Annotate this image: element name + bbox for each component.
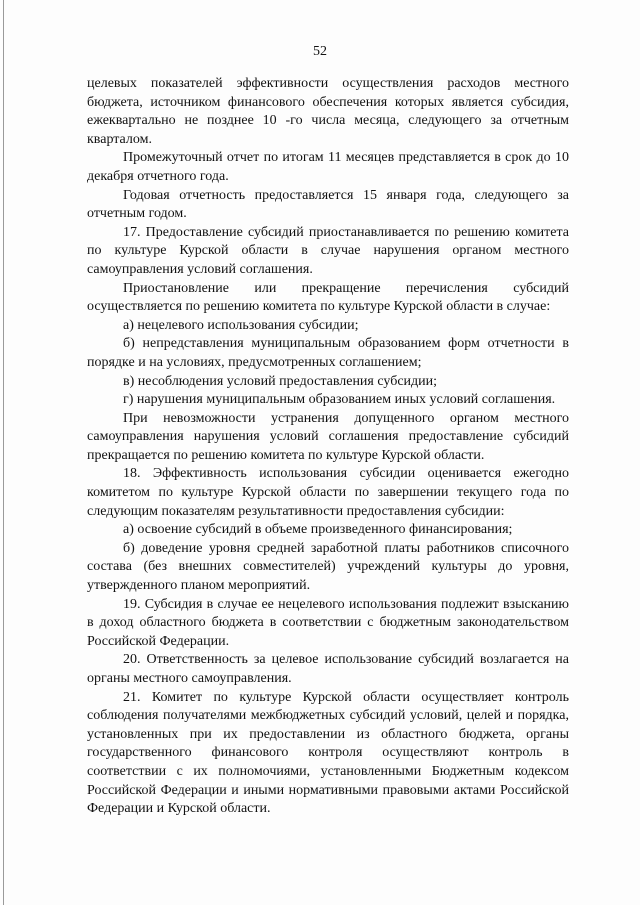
paragraph: 20. Ответственность за целевое использование субсидий возлагается на органы местного самоуправления.: [87, 652, 569, 686]
list-item: а) освоение субсидий в объеме произведенного финансирования;: [123, 522, 513, 538]
list-item: б) непредставления муниципальным образованием форм отчетности в порядке и на условиях, предусмотренных соглашением;: [87, 336, 569, 370]
paragraph: целевых показателей эффективности осуществления расходов местного бюджета, источником финансового обеспечения которых является субсидия, ежеквартально не позднее 10 -го числа месяца, следующего за отчетным кварталом.: [87, 76, 569, 147]
page-number: 52: [313, 44, 327, 59]
list-item: б) доведение уровня средней заработной платы работников списочного состава (без внешних совместителей) учреждений культуры до уровня, утвержденного планом мероприятий.: [87, 540, 569, 594]
scan-edge-line: [3, 0, 4, 905]
list-item: г) нарушения муниципальным образованием иных условий соглашения.: [123, 392, 556, 408]
paragraph: 21. Комитет по культуре Курской области осуществляет контроль соблюдения получателями межбюджетных субсидий условий, целей и порядка, установленных при их предоставлении из областного бюджета, органы государственного финансового контроля осуществляют контроль в соответствии с их полномочиями, установленными Бюджетным кодексом Российской Федерации и иными нормативными правовыми актами Российской Федерации и Курской области.: [87, 689, 569, 817]
paragraph: 18. Эффективность использования субсидии оценивается ежегодно комитетом по культуре Курской области по завершении текущего года по следующим показателям результативности предоставления субсидии:: [87, 466, 569, 519]
paragraph: 17. Предоставление субсидий приостанавливается по решению комитета по культуре Курской области в случае нарушения органом местного самоуправления условий соглашения.: [87, 224, 569, 277]
document-body: [87, 75, 569, 819]
paragraph: Приостановление или прекращение перечисления субсидий осуществляется по решению комитета по культуре Курской области в случае:: [87, 280, 569, 315]
list-item: а) нецелевого использования субсидии;: [123, 317, 359, 333]
list-item: в) несоблюдения условий предоставления субсидии;: [123, 373, 438, 389]
paragraph: Промежуточный отчет по итогам 11 месяцев представляется в срок до 10 декабря отчетного года.: [87, 150, 569, 184]
paragraph: Годовая отчетность предоставляется 15 января года, следующего за отчетным годом.: [87, 187, 569, 222]
paragraph: 19. Субсидия в случае ее нецелевого использования подлежит взысканию в доход областного бюджета в соответствии с бюджетным законодательством Российской Федерации.: [87, 596, 569, 649]
paragraph: При невозможности устранения допущенного органом местного самоуправления нарушения условий соглашения предоставление субсидий прекращается по решению комитета по культуре Курской области.: [87, 410, 569, 463]
